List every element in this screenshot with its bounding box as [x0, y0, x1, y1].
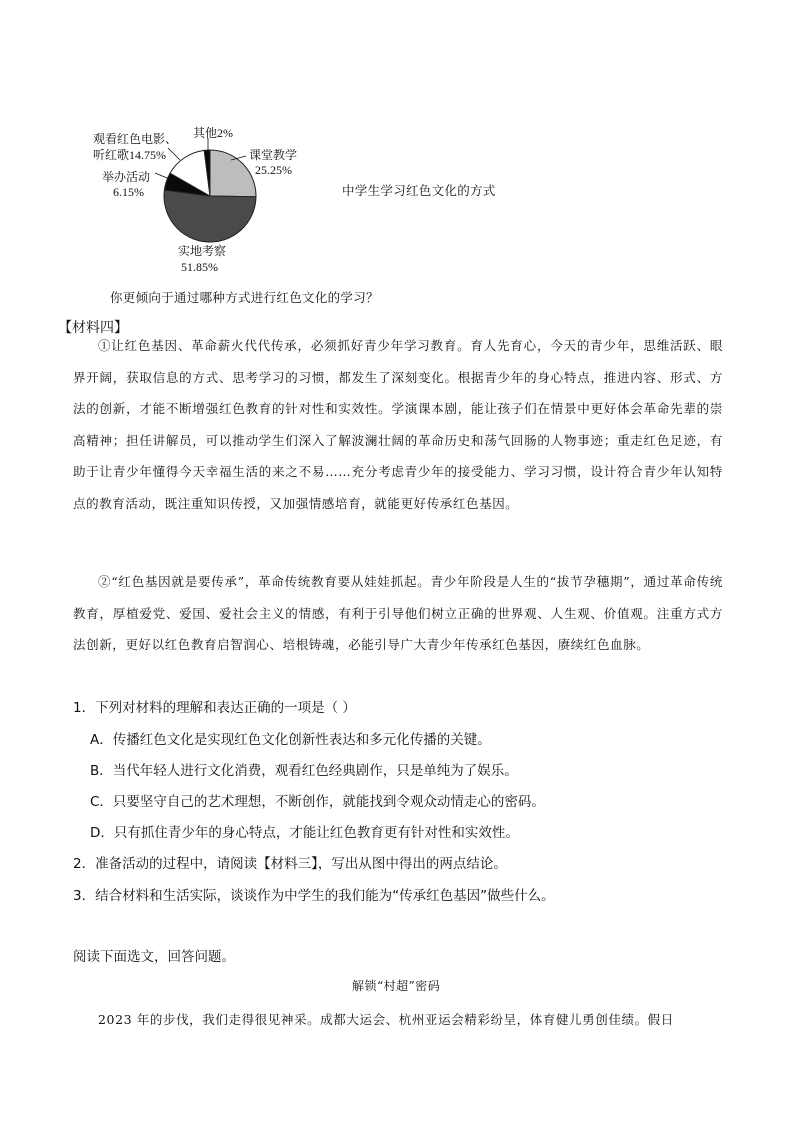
material4-heading: 【材料四】	[58, 320, 128, 336]
label-activity-line2: 6.15%	[113, 185, 144, 199]
leader-line-film	[168, 148, 180, 160]
label-film-line2: 听红歌14.75%	[93, 148, 166, 162]
label-class-line2: 25.25%	[255, 163, 292, 177]
material4-paragraph-1	[73, 330, 723, 519]
survey-question: 你更倾向于通过哪种方式进行红色文化的学习？	[110, 290, 379, 305]
pie-slice-1	[164, 190, 256, 242]
material4-paragraph-1-text: ①让红色基因、革命薪火代代传承，必须抓好青少年学习教育。育人先育心，今天的青少年，思维活跃、眼界开阔，获取信息的方式、思考学习的习惯，都发生了深刻变化。根据青少年的身心特点，推进内容、形式、方法的创新，才能不断增强红色教育的针对性和实效性。学演课本剧，能让孩子们在情景中更好体会革命先辈的崇高精神；担任讲解员，可以推动学生们深入了解波澜壮阔的革命历史和荡气回肠的人物事迹；重走红色足迹，有助于让青少年懂得今天幸福生活的来之不易……充分考虑青少年的接受能力、学习习惯，设计符合青少年认知特点的教育活动，既注重知识传授，又加强情感培育，就能更好传承红色基因。	[73, 338, 723, 511]
pie-chart	[60, 118, 360, 288]
label-class-line1: 课堂教学	[249, 148, 298, 162]
question-1-option-d: D．只有抓住青少年的身心特点，才能让红色教育更有针对性和实效性。	[90, 825, 519, 841]
question-1: 1．下列对材料的理解和表达正确的一项是（ ）	[73, 700, 356, 716]
reading-lead-paragraph: 2023 年的步伐，我们走得很见神采。成都大运会、杭州亚运会精彩纷呈，体育健儿勇创佳绩。假日	[98, 1012, 674, 1027]
question-2: 2．准备活动的过程中，请阅读【材料三】，写出从图中得出的两点结论。	[73, 856, 507, 872]
label-film-line1: 观看红色电影、	[93, 132, 178, 146]
label-other: 其他2%	[193, 126, 233, 140]
reading-instruction: 阅读下面选文，回答问题。	[73, 949, 235, 965]
question-1-option-c: C．只要坚守自己的艺术理想，不断创作，就能找到令观众动情走心的密码。	[90, 794, 545, 810]
label-field-line1: 实地考察	[178, 244, 227, 258]
chart-title: 中学生学习红色文化的方式	[342, 183, 496, 198]
reading-title: 解锁“村超”密码	[352, 979, 441, 993]
question-1-option-a: A．传播红色文化是实现红色文化创新性表达和多元化传播的关键。	[90, 732, 491, 748]
label-field-line2: 51.85%	[181, 260, 218, 274]
question-3: 3．结合材料和生活实际，谈谈作为中学生的我们能为“传承红色基因”做些什么。	[73, 888, 555, 904]
label-activity-line1: 举办活动	[102, 170, 151, 184]
material4-paragraph-2-text: ②“红色基因就是要传承”，革命传统教育要从娃娃抓起。青少年阶段是人生的“拔节孕穗期”，通过革命传统教育，厚植爱党、爱国、爱社会主义的情感，有利于引导他们树立正确的世界观、人生观、价值观。注重方式方法创新，更好以红色教育启智润心、培根铸魂，必能引导广大青少年传承红色基因，赓续红色血脉。	[73, 574, 723, 652]
question-1-option-b: B．当代年轻人进行文化消费，观看红色经典剧作，只是单纯为了娱乐。	[90, 763, 518, 779]
material4-paragraph-2	[73, 566, 723, 661]
